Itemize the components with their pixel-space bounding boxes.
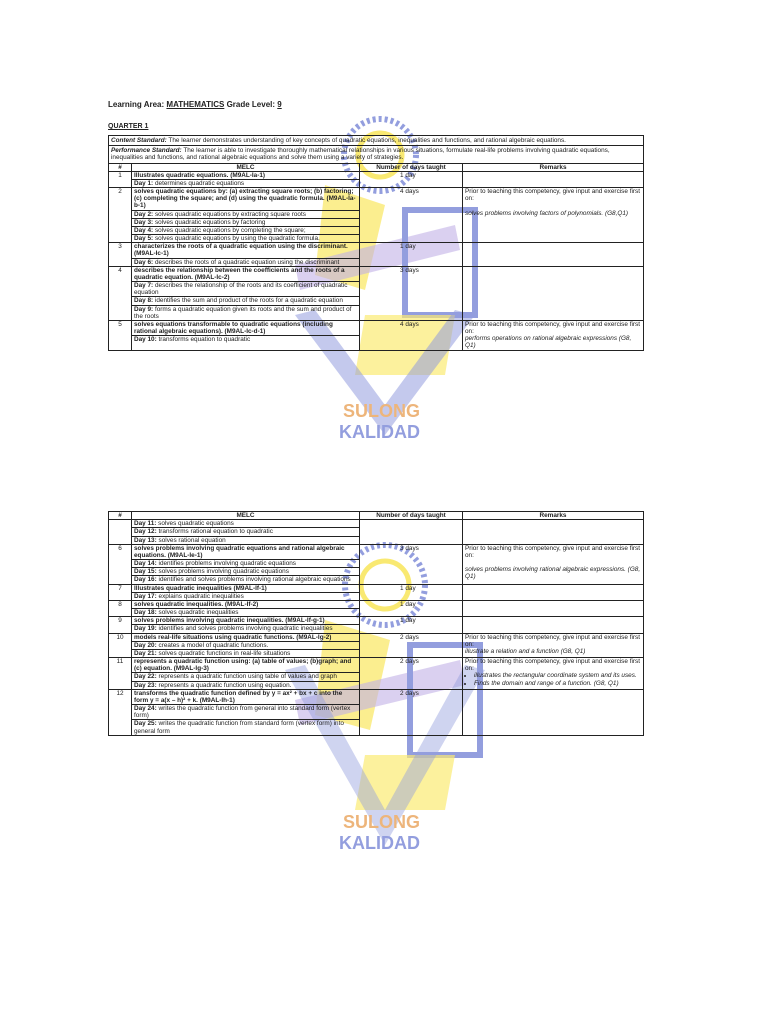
competency-line: solves problems involving quadratic equations and rational algebraic equations. (M9AL-Ie-1) [132, 545, 359, 560]
day-line: Day 16: identifies and solves problems involving rational algebraic equations [134, 576, 351, 584]
melc-cell [132, 171, 360, 187]
days-taught: 1 day [360, 243, 463, 267]
day-line: Day 12: transforms rational equation to quadratic [132, 528, 359, 536]
grade-level-value: 9 [277, 100, 282, 109]
days-taught: 2 days [360, 658, 463, 690]
days-taught: 4 days [360, 320, 463, 350]
remark-line [465, 559, 641, 566]
remark-line [465, 202, 641, 209]
remarks-cell [463, 171, 644, 187]
days-taught [360, 520, 463, 545]
row-number: 11 [109, 658, 132, 690]
days-taught: 1 day [360, 584, 463, 600]
col-header-melc: MELC [132, 512, 360, 520]
remarks-cell [463, 584, 644, 600]
content-standard-text: The learner demonstrates understanding of key concepts of quadratic equations, inequalities and functions, and rational algebraic equations. [166, 137, 566, 144]
melc-row [109, 617, 644, 633]
document-header [108, 100, 282, 109]
day-line: Day 3: solves quadratic equations by factoring [132, 219, 359, 227]
days-taught: 2 days [360, 689, 463, 735]
day-line: Day 6: describes the roots of a quadratic equation using the discriminant [134, 258, 340, 266]
remark-line: illustrate a relation and a function (G8, Q1) [465, 647, 586, 655]
day-line: Day 20: creates a model of quadratic functions. [132, 642, 359, 650]
remarks-cell [463, 617, 644, 633]
day-line: Day 5: solves quadratic equations by using the quadratic formula. [134, 235, 320, 243]
table-header-row [109, 163, 644, 171]
remarks-cell [463, 243, 644, 267]
melc-row [109, 520, 644, 545]
competency-line: Illustrates quadratic equations. (M9AL-Ia-1) [132, 172, 359, 180]
row-number: 6 [109, 544, 132, 584]
row-number: 7 [109, 584, 132, 600]
row-number: 3 [109, 243, 132, 267]
content-standard-row [109, 136, 644, 146]
day-line: Day 9: forms a quadratic equation given its roots and the sum and product of the roots [134, 305, 352, 320]
table-2-body [109, 520, 644, 736]
remarks-cell [463, 266, 644, 320]
remark-line: solves problems involving rational algebraic expressions. (G8, Q1) [465, 566, 641, 581]
melc-row [109, 633, 644, 658]
col-header-melc: MELC [132, 163, 360, 171]
row-number: 5 [109, 320, 132, 350]
melc-row [109, 188, 644, 243]
row-number: 8 [109, 600, 132, 616]
melc-cell [132, 658, 360, 690]
melc-cell [132, 600, 360, 616]
performance-standard-label: Performance Standard: [111, 147, 182, 155]
prerequisite-item: • Finds the domain and range of a function. (G8, Q1) [474, 680, 641, 687]
remark-line: solves problems involving factors of polynomials. (G8,Q1) [465, 209, 629, 217]
content-standard-label: Content Standard: [111, 137, 167, 144]
melc-cell [132, 320, 360, 350]
melc-cell [132, 544, 360, 584]
melc-cell [132, 633, 360, 658]
day-line: Day 18: solves quadratic inequalities [134, 609, 239, 617]
learning-area-value: MATHEMATICS [166, 100, 225, 109]
melc-table-quarter-1 [108, 135, 644, 351]
row-number: 9 [109, 617, 132, 633]
prerequisite-list [465, 672, 641, 686]
col-header-days: Number of days taught [360, 512, 463, 520]
day-line: Day 17: explains quadratic inequalities [134, 592, 244, 600]
melc-row [109, 600, 644, 616]
remarks-cell [463, 600, 644, 616]
table-header-row [109, 512, 644, 520]
remarks-cell [463, 320, 644, 350]
watermark-word-1: SULONG [343, 401, 421, 421]
remarks-cell [463, 658, 644, 690]
day-line: Day 24: writes the quadratic function from general into standard form (vertex form) [132, 705, 359, 720]
remarks-cell [463, 544, 644, 584]
competency-line: describes the relationship between the coefficients and the roots of a quadratic equation. (M9AL-Ic-2) [132, 267, 359, 282]
row-number: 4 [109, 266, 132, 320]
competency-line: characterizes the roots of a quadratic equation using the discriminant. (M9AL-Ic-1) [132, 243, 359, 258]
grade-level-label: Grade Level: [226, 100, 276, 109]
day-line: Day 19: identifies and solves problems involving quadratic inequalities [134, 625, 333, 633]
row-number: 10 [109, 633, 132, 658]
remark-line: Prior to teaching this competency, give input and exercise first on: [465, 320, 640, 336]
day-line: Day 8: identifies the sum and product of the roots for a quadratic equation [132, 297, 359, 305]
day-line: Day 11: solves quadratic equations [132, 520, 359, 528]
melc-row [109, 544, 644, 584]
watermark-emblem-e [355, 755, 455, 810]
remark-line: Prior to teaching this competency, give input and exercise first on: [465, 188, 640, 203]
remarks-cell [463, 633, 644, 658]
melc-row [109, 171, 644, 187]
row-number: 12 [109, 689, 132, 735]
melc-row [109, 266, 644, 320]
days-taught: 1 day [360, 171, 463, 187]
day-line: Day 14: identifies problems involving quadratic equations [132, 560, 359, 568]
performance-standard-cell [109, 146, 644, 163]
col-header-remarks: Remarks [463, 163, 644, 171]
remark-line: Prior to teaching this competency, give input and exercise first on: [465, 658, 640, 673]
day-line: Day 2: solves quadratic equations by extracting square roots [132, 211, 359, 219]
day-line: Day 4: solves quadratic equations by completing the square; [132, 227, 359, 235]
melc-row [109, 320, 644, 350]
day-line: Day 10: transforms equation to quadratic [134, 336, 251, 344]
prerequisite-item: • illustrates the rectangular coordinate system and its uses. [474, 672, 641, 679]
watermark-word-1: SULONG [343, 812, 421, 832]
melc-row [109, 658, 644, 690]
competency-line: Illustrates quadratic inequalities (M9AL-If-1) [132, 585, 359, 593]
competency-line: models real-life situations using quadratic functions. (M9AL-Ig-2) [132, 634, 359, 642]
days-taught: 3 days [360, 266, 463, 320]
competency-line: transforms the quadratic function defined by y = ax² + bx + c into the form y = a(x – h)² + k. (M9AL-Ih-1) [132, 690, 359, 705]
melc-cell [132, 188, 360, 243]
days-taught: 2 days [360, 633, 463, 658]
melc-cell [132, 689, 360, 735]
watermark-word-2: KALIDAD [339, 422, 420, 442]
remark-line: performs operations on rational algebraic expressions (G8, Q1) [465, 335, 632, 350]
competency-line: solves quadratic equations by: (a) extracting square roots; (b) factoring; (c) completing the square; and (d) using the quadratic formula. (M9AL-Ia-b-1) [132, 188, 359, 211]
melc-cell [132, 617, 360, 633]
competency-line: represents a quadratic function using: (a) table of values; (b)graph; and (c) equation. (M9AL-Ig-3) [132, 658, 359, 673]
col-header-num: # [109, 512, 132, 520]
watermark-word-2: KALIDAD [339, 833, 420, 853]
remark-line: Prior to teaching this competency, give input and exercise first on: [465, 633, 640, 648]
remarks-cell [463, 520, 644, 545]
col-header-days: Number of days taught [360, 163, 463, 171]
competency-line: solves equations transformable to quadratic equations (including rational algebraic equations). (M9AL-Ic-d-1) [132, 321, 359, 336]
days-taught: 4 days [360, 188, 463, 243]
remarks-cell [463, 188, 644, 243]
melc-row [109, 689, 644, 735]
day-line: Day 13: solves rational equation [134, 536, 226, 544]
melc-cell [132, 520, 360, 545]
melc-cell [132, 584, 360, 600]
days-taught: 1 day [360, 617, 463, 633]
performance-standard-text: The learner is able to investigate thoroughly mathematical relationships in various situations, formulate real-life problems involving quadratic equations, inequalities and functions, and rational algebraic equations and solve them using a variety of strategies. [111, 147, 610, 162]
melc-cell [132, 266, 360, 320]
melc-row [109, 584, 644, 600]
melc-cell [132, 243, 360, 267]
days-taught: 3 days [360, 544, 463, 584]
days-taught: 1 day [360, 600, 463, 616]
day-line: Day 22: represents a quadratic function using table of values and graph [132, 673, 359, 681]
day-line: Day 7: describes the relationship of the roots and its coefficient of quadratic equation [132, 282, 359, 297]
row-number: 1 [109, 171, 132, 187]
melc-table-quarter-1-continued [108, 511, 644, 736]
remarks-cell [463, 689, 644, 735]
day-line: Day 23: represents a quadratic function using equation. [134, 681, 292, 689]
day-line: Day 25: writes the quadratic function from standard form (vertex form) into general form [134, 720, 344, 735]
day-line: Day 15: solves problems involving quadratic equations [132, 568, 359, 576]
quarter-heading: QUARTER 1 [108, 123, 149, 130]
day-line: Day 1: determines quadratic equations [134, 179, 245, 187]
content-standard-cell [109, 136, 644, 146]
competency-line: solves problems involving quadratic inequalities. (M9AL-If-g-1) [132, 617, 359, 625]
remark-line: Prior to teaching this competency, give input and exercise first on: [465, 544, 640, 559]
col-header-remarks: Remarks [463, 512, 644, 520]
day-line: Day 21: solves quadratic functions in real-life situations [134, 649, 291, 657]
row-number [109, 520, 132, 545]
competency-line: solves quadratic inequalities. (M9AL-If-2) [132, 601, 359, 609]
row-number: 2 [109, 188, 132, 243]
table-1-body [109, 171, 644, 350]
performance-standard-row [109, 146, 644, 163]
col-header-num: # [109, 163, 132, 171]
learning-area-label: Learning Area: [108, 100, 165, 109]
melc-row [109, 243, 644, 267]
